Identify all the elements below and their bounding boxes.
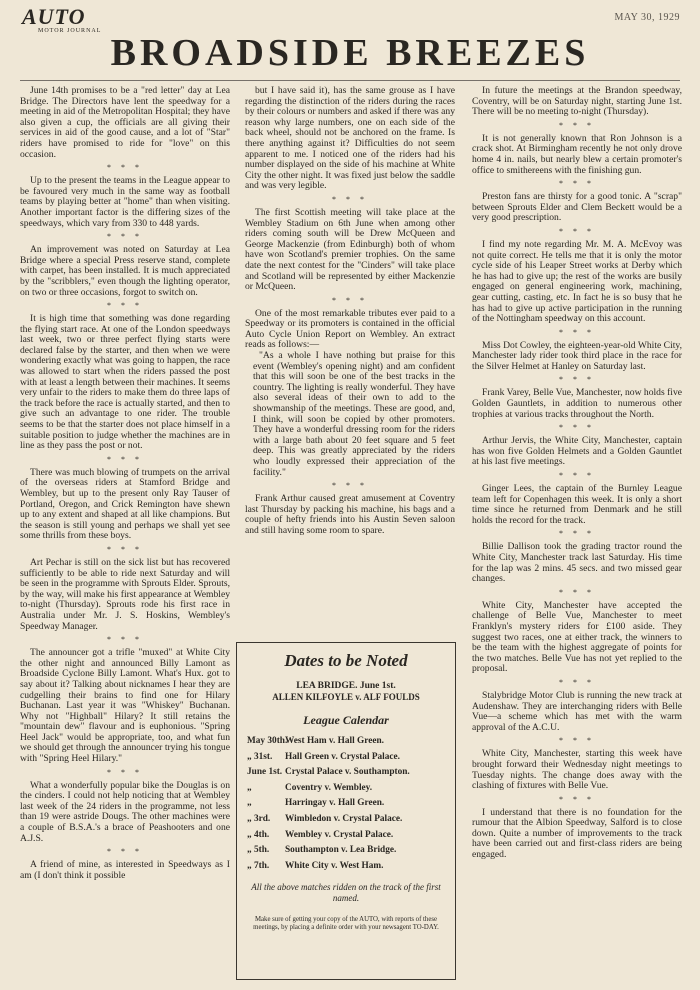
issue-date: MAY 30, 1929 [614, 12, 680, 23]
section-divider: * * * [332, 481, 368, 491]
section-divider: * * * [107, 454, 143, 464]
dates-box-note: All the above matches ridden on the track of the first named. [251, 882, 441, 904]
paragraph: Up to the present the teams in the League appear to be favoured very much in the same way as football teams by playing better at "home" than when visiting. Another important factor is the differing sizes of the speedways, which vary from 330 to 448 yards. [20, 175, 230, 229]
column-right [472, 86, 682, 861]
fixture-row [247, 859, 445, 875]
paragraph: One of the most remarkable tributes ever paid to a Speedway or its promoters is contained in the official Auto Cycle Union Report on Wembley. An extract reads as follows:— [245, 307, 455, 351]
league-calendar-title: League Calendar [303, 713, 389, 727]
section-divider: * * * [559, 120, 595, 130]
fixture-row [247, 750, 445, 766]
fixture-date: June 1st. [247, 767, 283, 778]
section-divider: * * * [559, 736, 595, 746]
paragraph: A friend of mine, as interested in Speedways as I am (I don't think it possible [20, 859, 230, 881]
paragraph: What a wonderfully popular bike the Douglas is on the cinders. I could not help noticing that at Wembley last week of the 24 riders in the programme, not less than 19 were astride Dougs. The other machines were a couple of B.S.A.'s a brace of Peashooters and one A.J.S. [20, 779, 230, 844]
paragraph: Arthur Jervis, the White City, Manchester, captain has won five Golden Helmets and a Golden Gauntlet at his last five meetings. [472, 435, 682, 468]
fixture-row [247, 828, 445, 844]
section-divider: * * * [559, 677, 595, 687]
paragraph: Miss Dot Cowley, the eighteen-year-old White City, Manchester lady rider took third place in the race for the Silver Helmet at Hanley on Saturday last. [472, 339, 682, 372]
paragraph: I understand that there is no foundation for the rumour that the Albion Speedway, Salford is to close down. Quite a number of improvements to the track have been carried out and first-class riders are being engaged. [472, 806, 682, 861]
section-divider: * * * [559, 179, 595, 189]
dates-box-match: ALLEN KILFOYLE v. ALF FOULDS [272, 692, 420, 702]
paragraph: Stalybridge Motor Club is running the new track at Audenshaw. They are interchanging riders with Belle Vue—a scheme which has met with the warm approval of the A.C.U. [472, 689, 682, 733]
fixture-date: „ [247, 798, 252, 809]
fixture-date: „ 5th. [247, 845, 270, 856]
paragraph: Billie Dallison took the grading tractor round the White City, Manchester track last Saturday. His time for the lap was 2 mins. 45 secs. and two missed gear changes. [472, 541, 682, 585]
fixture-date: „ 31st. [247, 751, 273, 762]
title-divider [20, 80, 680, 81]
section-divider: * * * [107, 163, 143, 173]
fixture-match: Wembley v. Crystal Palace. [285, 829, 394, 840]
section-divider: * * * [107, 847, 143, 857]
dates-box-venue: LEA BRIDGE. June 1st. [296, 681, 396, 691]
section-divider: * * * [559, 471, 595, 481]
section-divider: * * * [559, 529, 595, 539]
section-divider: * * * [107, 301, 143, 311]
fixture-row [247, 781, 445, 797]
paragraph: Frank Varey, Belle Vue, Manchester, now holds five Golden Gauntlets, in addition to numerous other trophies at various tracks throughout the North. [472, 387, 683, 420]
paragraph: June 14th promises to be a "red letter" day at Lea Bridge. The Directors have lent the speedway for a meeting in aid of the Metropolitan Hospital; they have also given a cup, the officials are all giving their services in aid of the good cause, and a lot of "Star" riders have promised to ride for "love" on this occasion. [20, 85, 230, 160]
section-divider: * * * [107, 767, 143, 777]
fixture-date: „ 4th. [247, 829, 270, 840]
paragraph: The announcer got a trifle "muxed" at White City the other night and announced Billy Lamont as Broadside Cyclone Billy Lamont. What's Hux. got to say about it? Talking about nicknames I hear they are cudgelling their brains to find one for Hilary Buchanan. Last year it was "Whiskey" Buchanan. Why not "Highball" Hilary? It still retains the "mountain dew" flavour and is euphonious. "Spring Heel Jack" would be appropriate, too, and what fun we should get through the announcer trying his tongue with "Spring Heel Hilary." [20, 647, 230, 765]
logo-subtitle: MOTOR JOURNAL [38, 28, 102, 34]
logo-text: AUTO [22, 4, 86, 29]
section-divider: * * * [559, 794, 595, 804]
paragraph: An improvement was noted on Saturday at Lea Bridge where a special Press reserve stand, complete with carpet, has been installed. It is much appreciated by the "scribblers," even though the lighting operator, on two or three occasions, forgot to switch on. [20, 244, 230, 298]
fixture-list [247, 734, 445, 874]
paragraph: I find my note regarding Mr. M. A. McEvoy was not quite correct. He tells me that it is only the motor cycle side of his Leaper Street works at Derby which he has had to give up; the rest of the works are busily engaged on general engineering work, machining, gear cutting, casting, etc. In fact he is so busy that he has had to give up active participation in the running of the Nottingham speedway on this account. [472, 238, 682, 325]
fixture-match: Crystal Palace v. Southampton. [285, 767, 410, 778]
dates-box [236, 642, 456, 980]
paragraph: It is not generally known that Ron Johnson is a crack shot. At Birmingham recently he not only drove home 4 in. nails, but nearly blew a certain promoter's office to smithereens with the finishing gun. [472, 132, 682, 176]
fixture-match: Hall Green v. Crystal Palace. [285, 751, 400, 762]
column-middle [245, 86, 455, 537]
section-divider: * * * [107, 544, 143, 554]
fixture-date: „ [247, 782, 252, 793]
paragraph: Ginger Lees, the captain of the Burnley League team left for Copenhagen this week. It is only a short time since he returned from Denmark and he still holds the record for the track. [472, 483, 682, 526]
paragraph: but I have said it), has the same grouse as I have regarding the distinction of the riders during the races by their colours or numbers and asked if there was any reason why large numbers, one on each side of the back wheel, should not be anchored on the frame. Is there anything against it? Difficulties do not seem apparent to me. I noticed one of the riders had his number displayed on the side of his machine at White City the other night. It was fixed just below the saddle and was very legible. [245, 85, 455, 192]
paragraph: White City, Manchester, starting this week have brought forward their Wednesday night meetings to Tuesday nights. The change does away with the clashing of fixtures with Belle Vue. [472, 748, 682, 792]
fixture-row [247, 843, 445, 859]
paragraph: "As a whole I have nothing but praise for this event (Wembley's opening night) and am confident that this will soon be one of the best tracks in the country. The lighting is really wonderful. They have also several ideas of their own to add to the showmanship of the meetings. These are good, and, I think, will soon be copied by other promoters. They have a wonderful dressing room for the riders with a large bath about 20 feet square and 5 feet deep. This was greatly appreciated by the riders who loudly expressed their appreciation of the facility." [253, 350, 455, 478]
paragraph: Preston fans are thirsty for a good tonic. A "scrap" between Sprouts Elder and Clem Beckett would be a very good prescription. [472, 191, 682, 224]
section-divider: * * * [332, 194, 368, 204]
paragraph: There was much blowing of trumpets on the arrival of the overseas riders at Stamford Bridge and Wembley, but up to the present only Ray Tauser of Portland, Oregon, and Crick Remington have shewn up to any extent and shaped at all like champions. But the season is still young and perhaps we shall yet see some thrills from these boys. [20, 466, 230, 542]
fixture-row [247, 734, 445, 750]
section-divider: * * * [559, 327, 595, 337]
paragraph: In future the meetings at the Brandon speedway, Coventry, will be on Saturday night, starting June 1st. There will be no meeting to-night (Thursday). [472, 85, 682, 118]
fixture-row [247, 796, 445, 812]
section-divider: * * * [332, 295, 368, 305]
column-left [20, 86, 230, 881]
paragraph: Art Pechar is still on the sick list but has recovered sufficiently to be able to ride next Saturday and will be seen in the programme with Sprouts Elder. Sprouts, by the way, will make his first appearance at Wembley to-night (Thursday). Sprouts rode his first race in Australia under Mr. J. S. Hoskins, Wembley's Speedway Manager. [20, 556, 230, 632]
section-divider: * * * [559, 226, 595, 236]
fixture-date: „ 3rd. [247, 813, 271, 824]
paragraph: It is high time that something was done regarding the flying start race. At one of the London speedways last week, two or three perfect flying starts were declared false by the starter, and then when we were wondering exactly what was going to happen, the race was allowed to start when the riders passed the post with at least a length between their machines. It seems very unfair to the riders to make them do three laps of the track before the race is actually started, and then to give such an advantage to one rider. The trouble seems to be that the starter does not place himself in a suitable position to judge whether the machines are in line as they pass the post or not. [20, 313, 230, 452]
section-divider: * * * [107, 232, 143, 242]
fixture-match: West Ham v. Hall Green. [285, 736, 384, 746]
paragraph: The first Scottish meeting will take place at the Wembley Stadium on 6th June when among other riders coming south will be Drew McQueen and George Mackenzie (from Edinburgh) both of whom have won Scotland's premier trophies. On the same date the next contest for the "Cinders" will take place and Scotland will be represented by either Mackenzie or McQueen. [245, 206, 455, 293]
paragraph: Frank Arthur caused great amusement at Coventry last Thursday by packing his machine, his bags and a couple of hefty friends into his Austin Seven saloon and still having some room to spare. [245, 493, 455, 536]
dates-box-footer: Make sure of getting your copy of the AUTO, with reports of these meetings, by placing a definite order with your newsagent TO-DAY. [253, 916, 439, 932]
section-divider: * * * [559, 375, 595, 385]
fixture-date: „ 7th. [247, 860, 270, 871]
section-divider: * * * [559, 587, 595, 597]
dates-box-title: Dates to be Noted [284, 651, 408, 670]
fixture-match: Harringay v. Hall Green. [285, 798, 385, 809]
fixture-date: May 30th. [247, 736, 288, 746]
fixture-match: Wimbledon v. Crystal Palace. [285, 813, 403, 824]
page-title: BROADSIDE BREEZES [110, 32, 590, 74]
paragraph: White City, Manchester have accepted the challenge of Belle Vue, Manchester to meet Franklyn's mystery riders for £100 aside. They suggest two races, one at either track, the winners to be the team with the highest aggregate of points for the two matches. Belle Vue has not yet replied to the proposal. [472, 599, 682, 675]
fixture-match: Coventry v. Wembley. [285, 782, 373, 793]
masthead-logo [22, 6, 101, 34]
section-divider: * * * [107, 635, 143, 645]
section-divider: * * * [559, 423, 595, 433]
fixture-match: White City v. West Ham. [285, 860, 384, 871]
fixture-row [247, 812, 445, 828]
fixture-row [247, 765, 445, 781]
fixture-match: Southampton v. Lea Bridge. [285, 845, 397, 856]
